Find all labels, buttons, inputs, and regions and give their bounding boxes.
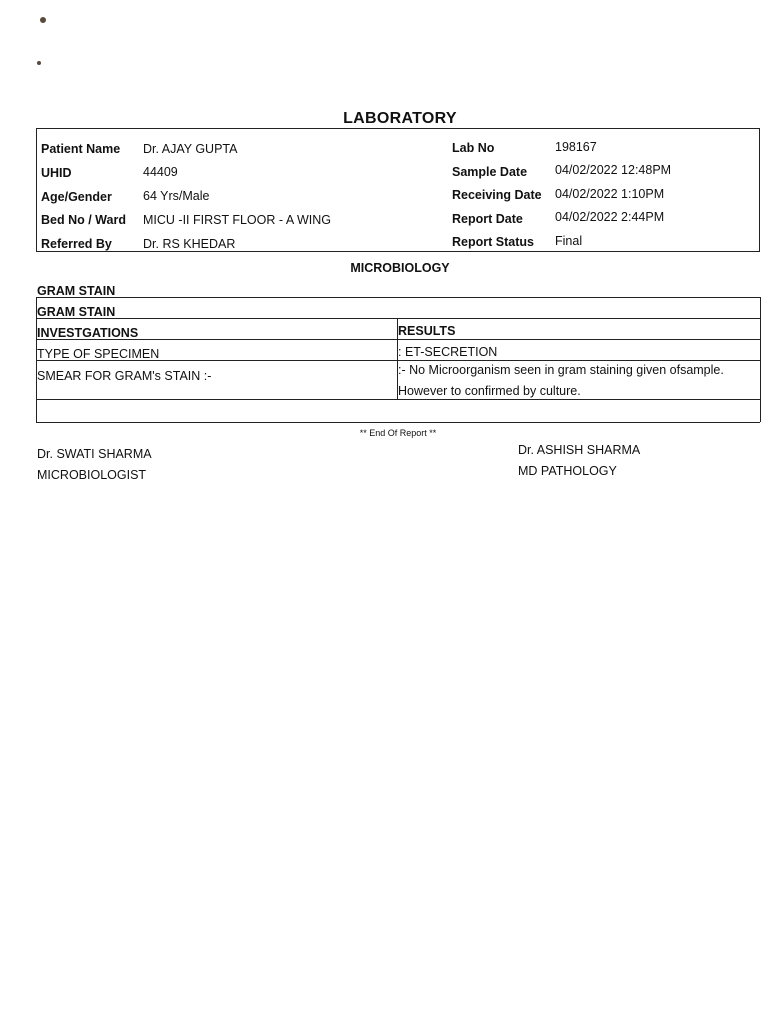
result-cell: :- No Microorganism seen in gram staining given ofsample. <box>398 363 724 377</box>
scan-mark <box>40 17 46 23</box>
referred-by-label: Referred By <box>41 237 112 251</box>
patient-name-label: Patient Name <box>41 142 121 156</box>
investigation-cell: SMEAR FOR GRAM's STAIN :- <box>37 369 212 383</box>
test-title: GRAM STAIN <box>37 284 116 298</box>
signatory-left-title: MICROBIOLOGIST <box>37 468 147 482</box>
uhid-label: UHID <box>41 166 72 180</box>
referred-by-value: Dr. RS KHEDAR <box>143 237 236 251</box>
table-border <box>36 422 760 423</box>
signatory-right-name: Dr. ASHISH SHARMA <box>518 443 641 457</box>
end-of-report: ** End Of Report ** <box>359 428 437 438</box>
age-gender-label: Age/Gender <box>41 190 112 204</box>
column-header-results: RESULTS <box>398 324 456 338</box>
section-heading: MICROBIOLOGY <box>350 261 450 275</box>
table-border <box>760 297 761 422</box>
report-status-value: Final <box>555 234 583 248</box>
bed-ward-label: Bed No / Ward <box>41 213 126 227</box>
sample-date-value: 04/02/2022 12:48PM <box>555 163 672 177</box>
lab-no-label: Lab No <box>452 141 495 155</box>
result-cell: : ET-SECRETION <box>398 345 498 359</box>
patient-name-value: Dr. AJAY GUPTA <box>143 142 238 156</box>
table-group-header: GRAM STAIN <box>37 305 116 319</box>
report-date-label: Report Date <box>452 212 523 226</box>
receiving-date-label: Receiving Date <box>452 188 542 202</box>
uhid-value: 44409 <box>143 165 178 179</box>
age-gender-value: 64 Yrs/Male <box>143 189 210 203</box>
receiving-date-value: 04/02/2022 1:10PM <box>555 187 665 201</box>
scan-mark <box>37 61 41 65</box>
lab-no-value: 198167 <box>555 140 597 154</box>
column-header-investigations: INVESTGATIONS <box>37 326 139 340</box>
table-border <box>36 297 760 298</box>
sample-date-label: Sample Date <box>452 165 528 179</box>
report-title: LABORATORY <box>343 110 457 127</box>
report-status-label: Report Status <box>452 235 534 249</box>
report-date-value: 04/02/2022 2:44PM <box>555 210 665 224</box>
investigation-cell: TYPE OF SPECIMEN <box>37 347 160 361</box>
table-border <box>36 339 760 340</box>
table-border <box>36 318 760 319</box>
result-cell-continued: However to confirmed by culture. <box>398 384 581 398</box>
table-border <box>36 399 760 400</box>
signatory-left-name: Dr. SWATI SHARMA <box>37 447 152 461</box>
signatory-right-title: MD PATHOLOGY <box>518 464 617 478</box>
bed-ward-value: MICU -II FIRST FLOOR - A WING <box>143 213 331 227</box>
